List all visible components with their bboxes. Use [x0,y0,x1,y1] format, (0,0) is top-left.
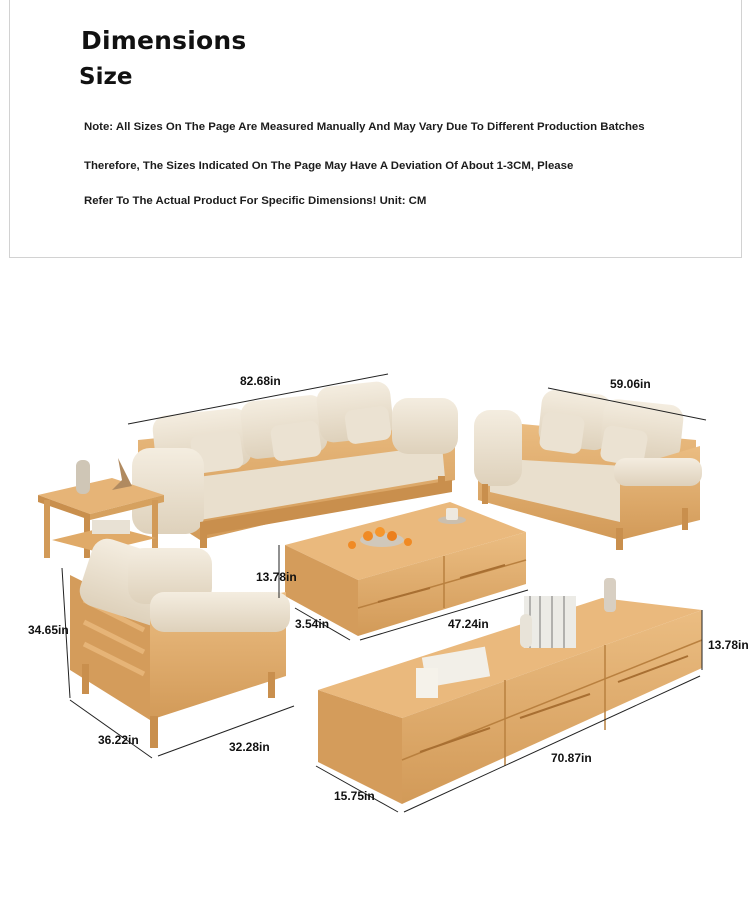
dim-coffee-table-depth: 3.54in [295,617,330,631]
note-line-3: Refer To The Actual Product For Specific Dimensions! Unit: CM [84,195,427,207]
dim-tv-stand-depth: 15.75in [334,789,375,803]
dim-armchair-height: 34.65in [28,623,69,637]
dim-loveseat-width: 59.06in [610,377,651,391]
dim-armchair-depth: 36.22in [98,733,139,747]
dim-sofa-width: 82.68in [240,374,281,388]
furniture-dimension-illustration [0,330,750,850]
note-line-1: Note: All Sizes On The Page Are Measured Manually And May Vary Due To Different Production Batches [84,121,645,133]
header-card [9,0,742,258]
dim-coffee-table-width: 47.24in [448,617,489,631]
coffee-table [285,502,526,636]
page-subtitle: Size [79,64,133,90]
dim-coffee-table-height: 13.78in [256,570,297,584]
armchair [70,535,290,748]
page-title: Dimensions [81,26,247,55]
note-line-2: Therefore, The Sizes Indicated On The Page May Have A Deviation Of About 1-3CM, Please [84,160,574,172]
dim-armchair-width: 32.28in [229,740,270,754]
dim-tv-stand-height: 13.78in [708,638,749,652]
dim-tv-stand-width: 70.87in [551,751,592,765]
